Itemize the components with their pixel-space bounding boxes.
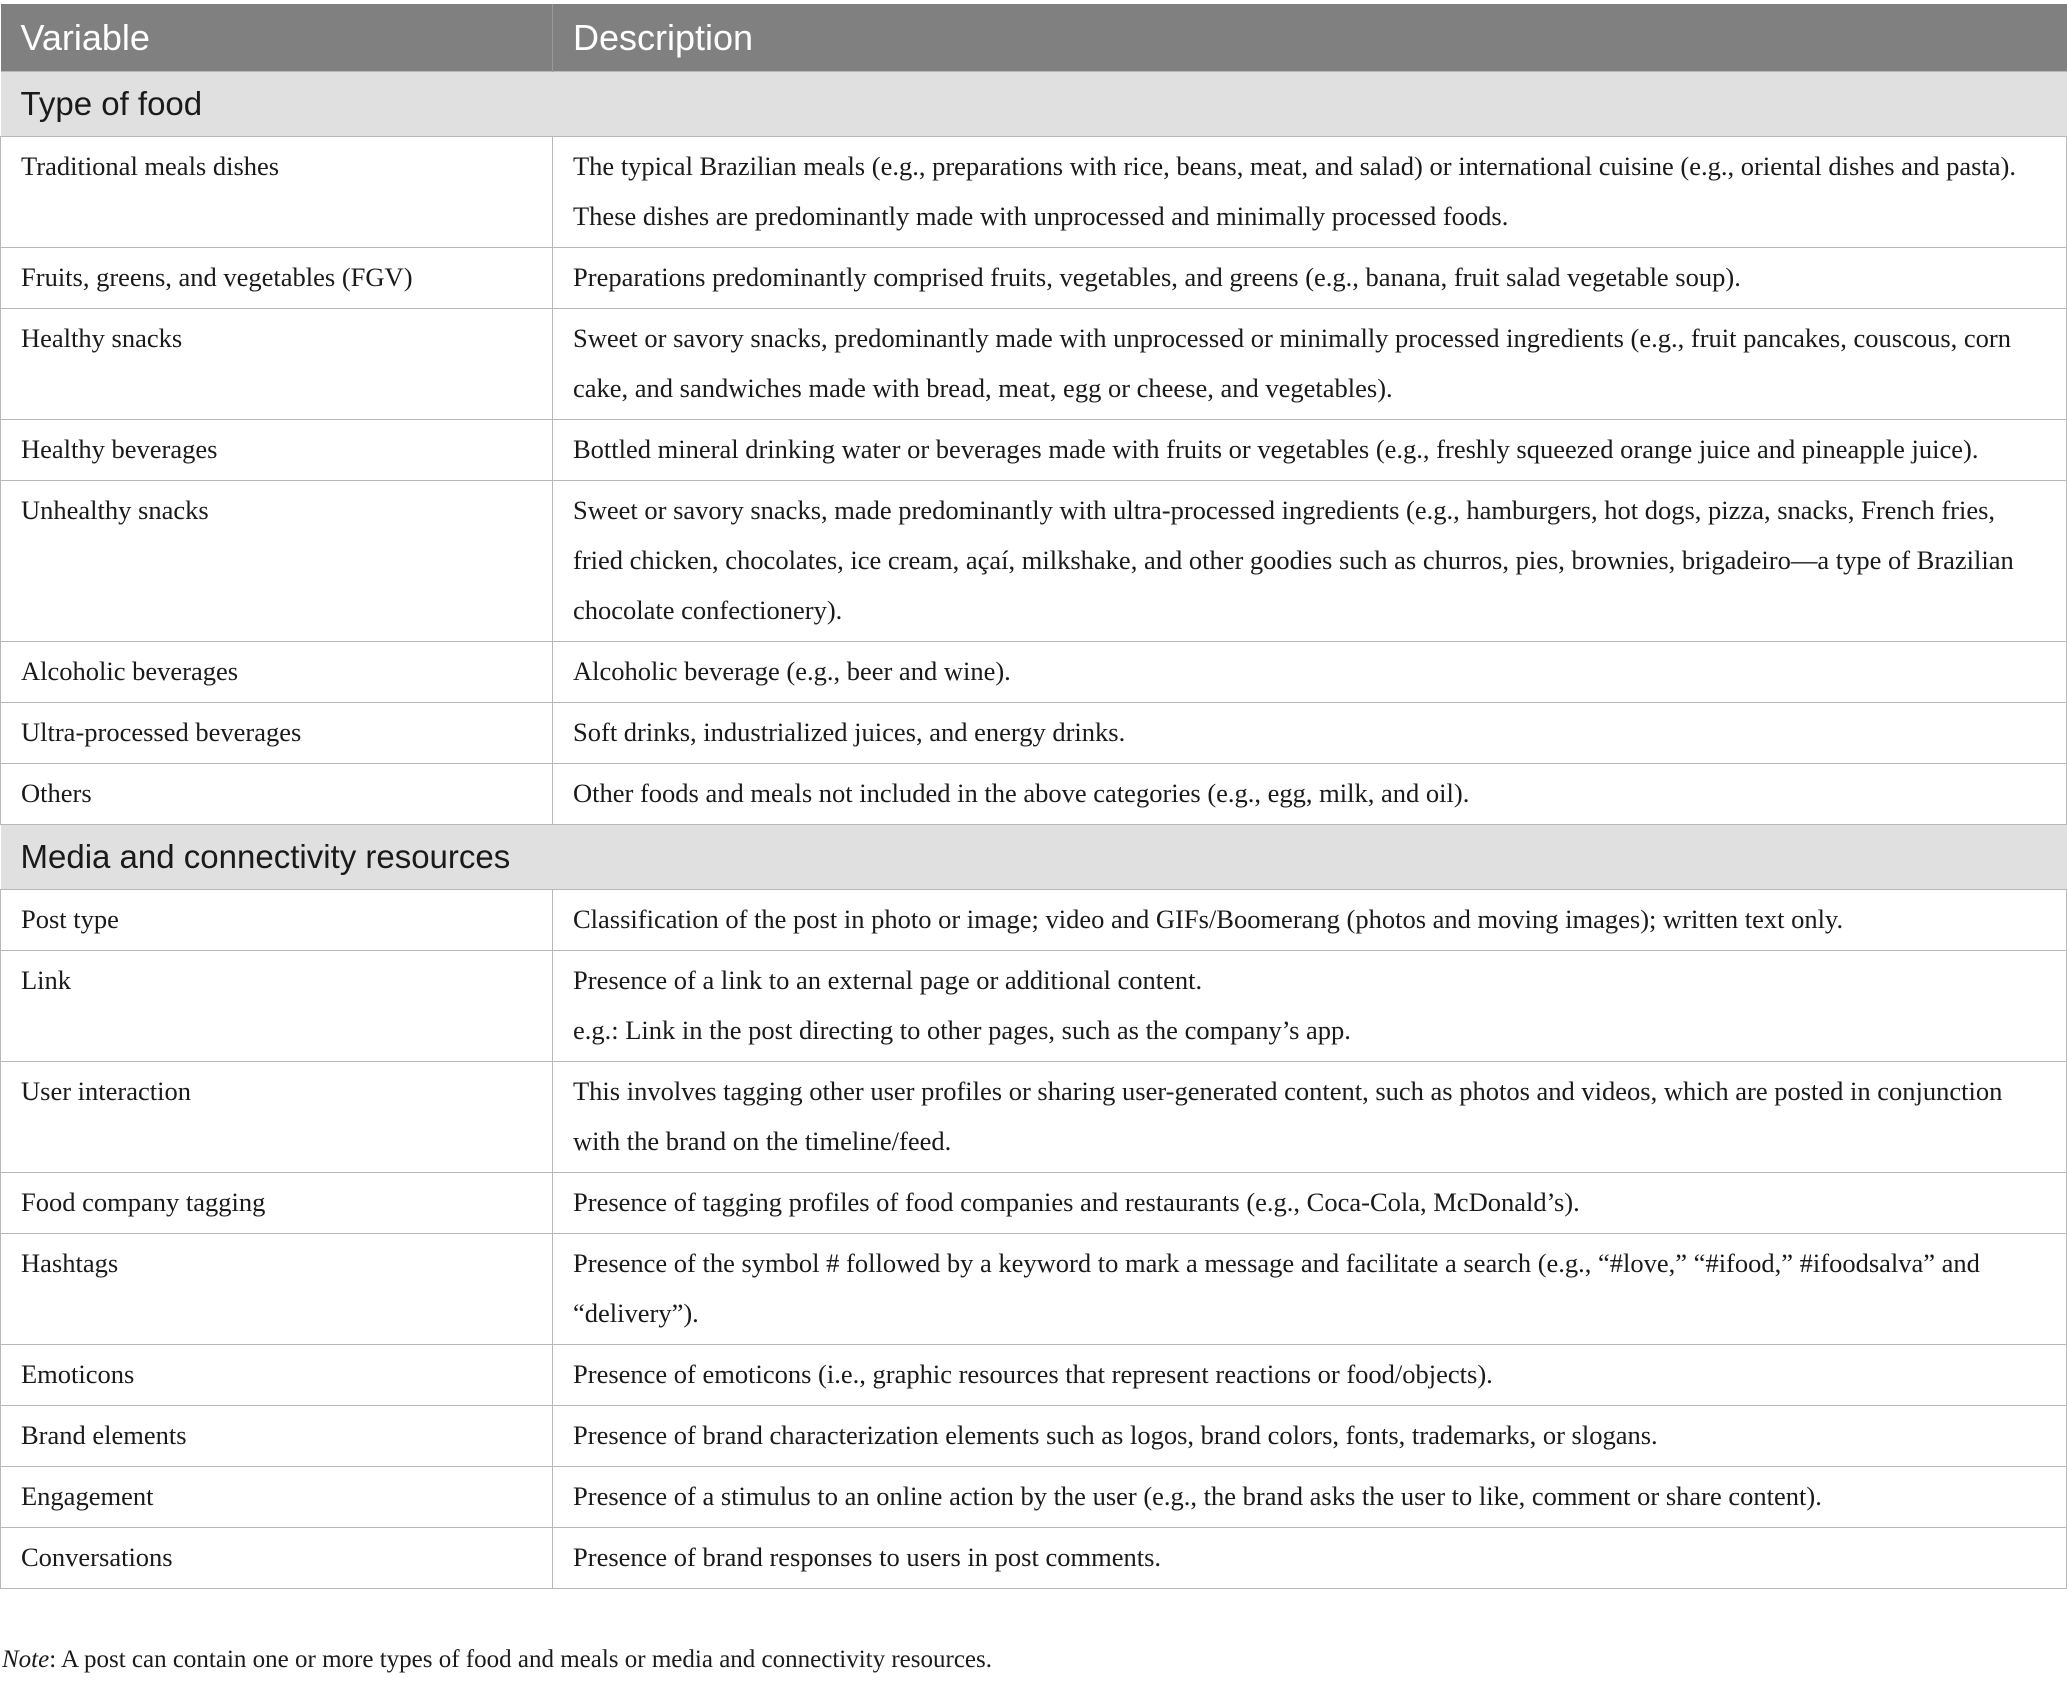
variable-cell: Hashtags xyxy=(1,1234,553,1345)
description-cell xyxy=(553,951,2067,1062)
table-row xyxy=(1,1234,2067,1345)
description-cell xyxy=(553,642,2067,703)
table-row xyxy=(1,1406,2067,1467)
variable-cell: Unhealthy snacks xyxy=(1,481,553,642)
section-title: Type of food xyxy=(1,72,2067,137)
description-text: Presence of brand characterization elements such as logos, brand colors, fonts, trademarks, or slogans. xyxy=(573,1420,1658,1450)
table-body xyxy=(1,72,2067,1589)
note-text: : A post can contain one or more types of food and meals or media and connectivity resources. xyxy=(49,1646,993,1673)
description-cell xyxy=(553,1234,2067,1345)
description-text: e.g.: Link in the post directing to other pages, such as the company’s app. xyxy=(573,1015,1351,1045)
description-text: Sweet or savory snacks, made predominantly with ultra-processed ingredients (e.g., hamburgers, hot dogs, pizza, snacks, French fries, fried chicken, chocolates, ice cream, açaí, milkshake, and other goodies such as churros, pies, brownies, brigadeiro—a type of Brazilian chocolate confectionery). xyxy=(573,495,2014,625)
variable-cell: Healthy beverages xyxy=(1,420,553,481)
description-cell xyxy=(553,137,2067,248)
table-row xyxy=(1,309,2067,420)
description-text: Classification of the post in photo or image; video and GIFs/Boomerang (photos and moving images); written text only. xyxy=(573,904,1844,934)
description-cell xyxy=(553,764,2067,825)
description-text: Presence of a link to an external page or additional content. xyxy=(573,965,1203,995)
description-text: Alcoholic beverage (e.g., beer and wine). xyxy=(573,656,1011,686)
description-cell xyxy=(553,420,2067,481)
table-note xyxy=(2,1646,992,1674)
description-cell xyxy=(553,1406,2067,1467)
section-title: Media and connectivity resources xyxy=(1,825,2067,890)
variable-cell: Fruits, greens, and vegetables (FGV) xyxy=(1,248,553,309)
table-row xyxy=(1,951,2067,1062)
section-header-row xyxy=(1,825,2067,890)
variable-cell: Brand elements xyxy=(1,1406,553,1467)
description-cell xyxy=(553,703,2067,764)
table-row xyxy=(1,703,2067,764)
variable-cell: Conversations xyxy=(1,1528,553,1589)
table-row xyxy=(1,1528,2067,1589)
description-text: Presence of tagging profiles of food companies and restaurants (e.g., Coca-Cola, McDonald’s). xyxy=(573,1187,1580,1217)
description-text: Other foods and meals not included in the above categories (e.g., egg, milk, and oil). xyxy=(573,778,1470,808)
description-cell xyxy=(553,1345,2067,1406)
description-cell xyxy=(553,1173,2067,1234)
variable-cell: User interaction xyxy=(1,1062,553,1173)
variables-table xyxy=(0,4,2067,1589)
variable-cell: Ultra-processed beverages xyxy=(1,703,553,764)
description-cell xyxy=(553,248,2067,309)
description-text: Presence of brand responses to users in post comments. xyxy=(573,1542,1162,1572)
variable-cell: Others xyxy=(1,764,553,825)
description-text: Presence of emoticons (i.e., graphic resources that represent reactions or food/objects). xyxy=(573,1359,1493,1389)
description-text: The typical Brazilian meals (e.g., preparations with rice, beans, meat, and salad) or international cuisine (e.g., oriental dishes and pasta). These dishes are predominantly made with unprocessed and minimally processed foods. xyxy=(573,151,2016,231)
description-text: Presence of the symbol # followed by a keyword to mark a message and facilitate a search (e.g., “#love,” “#ifood,” #ifoodsalva” and “delivery”). xyxy=(573,1248,1980,1328)
description-text: Presence of a stimulus to an online action by the user (e.g., the brand asks the user to like, comment or share content). xyxy=(573,1481,1822,1511)
variable-cell: Healthy snacks xyxy=(1,309,553,420)
description-cell xyxy=(553,309,2067,420)
variable-cell: Emoticons xyxy=(1,1345,553,1406)
table-row xyxy=(1,1467,2067,1528)
variable-cell: Alcoholic beverages xyxy=(1,642,553,703)
table-row xyxy=(1,890,2067,951)
description-text: Soft drinks, industrialized juices, and energy drinks. xyxy=(573,717,1126,747)
table-header-row xyxy=(1,4,2067,72)
description-text: Preparations predominantly comprised fruits, vegetables, and greens (e.g., banana, fruit salad vegetable soup). xyxy=(573,262,1741,292)
header-variable: Variable xyxy=(1,4,553,72)
table-row xyxy=(1,1345,2067,1406)
variable-cell: Traditional meals dishes xyxy=(1,137,553,248)
description-text: Sweet or savory snacks, predominantly made with unprocessed or minimally processed ingredients (e.g., fruit pancakes, couscous, corn cake, and sandwiches made with bread, meat, egg or cheese, and vegetables). xyxy=(573,323,2011,403)
table-row xyxy=(1,764,2067,825)
variable-cell: Post type xyxy=(1,890,553,951)
description-cell xyxy=(553,1528,2067,1589)
variables-table-container xyxy=(0,4,2066,1589)
table-row xyxy=(1,642,2067,703)
description-cell xyxy=(553,481,2067,642)
table-row xyxy=(1,1173,2067,1234)
section-header-row xyxy=(1,72,2067,137)
variable-cell: Link xyxy=(1,951,553,1062)
description-cell xyxy=(553,1062,2067,1173)
table-row xyxy=(1,137,2067,248)
description-cell xyxy=(553,890,2067,951)
table-row xyxy=(1,481,2067,642)
description-text: This involves tagging other user profiles or sharing user-generated content, such as photos and videos, which are posted in conjunction with the brand on the timeline/feed. xyxy=(573,1076,2003,1156)
variable-cell: Engagement xyxy=(1,1467,553,1528)
table-row xyxy=(1,1062,2067,1173)
table-row xyxy=(1,248,2067,309)
note-label: Note xyxy=(2,1646,50,1673)
variable-cell: Food company tagging xyxy=(1,1173,553,1234)
description-cell xyxy=(553,1467,2067,1528)
header-description: Description xyxy=(553,4,2067,72)
table-row xyxy=(1,420,2067,481)
description-text: Bottled mineral drinking water or beverages made with fruits or vegetables (e.g., freshly squeezed orange juice and pineapple juice). xyxy=(573,434,1979,464)
